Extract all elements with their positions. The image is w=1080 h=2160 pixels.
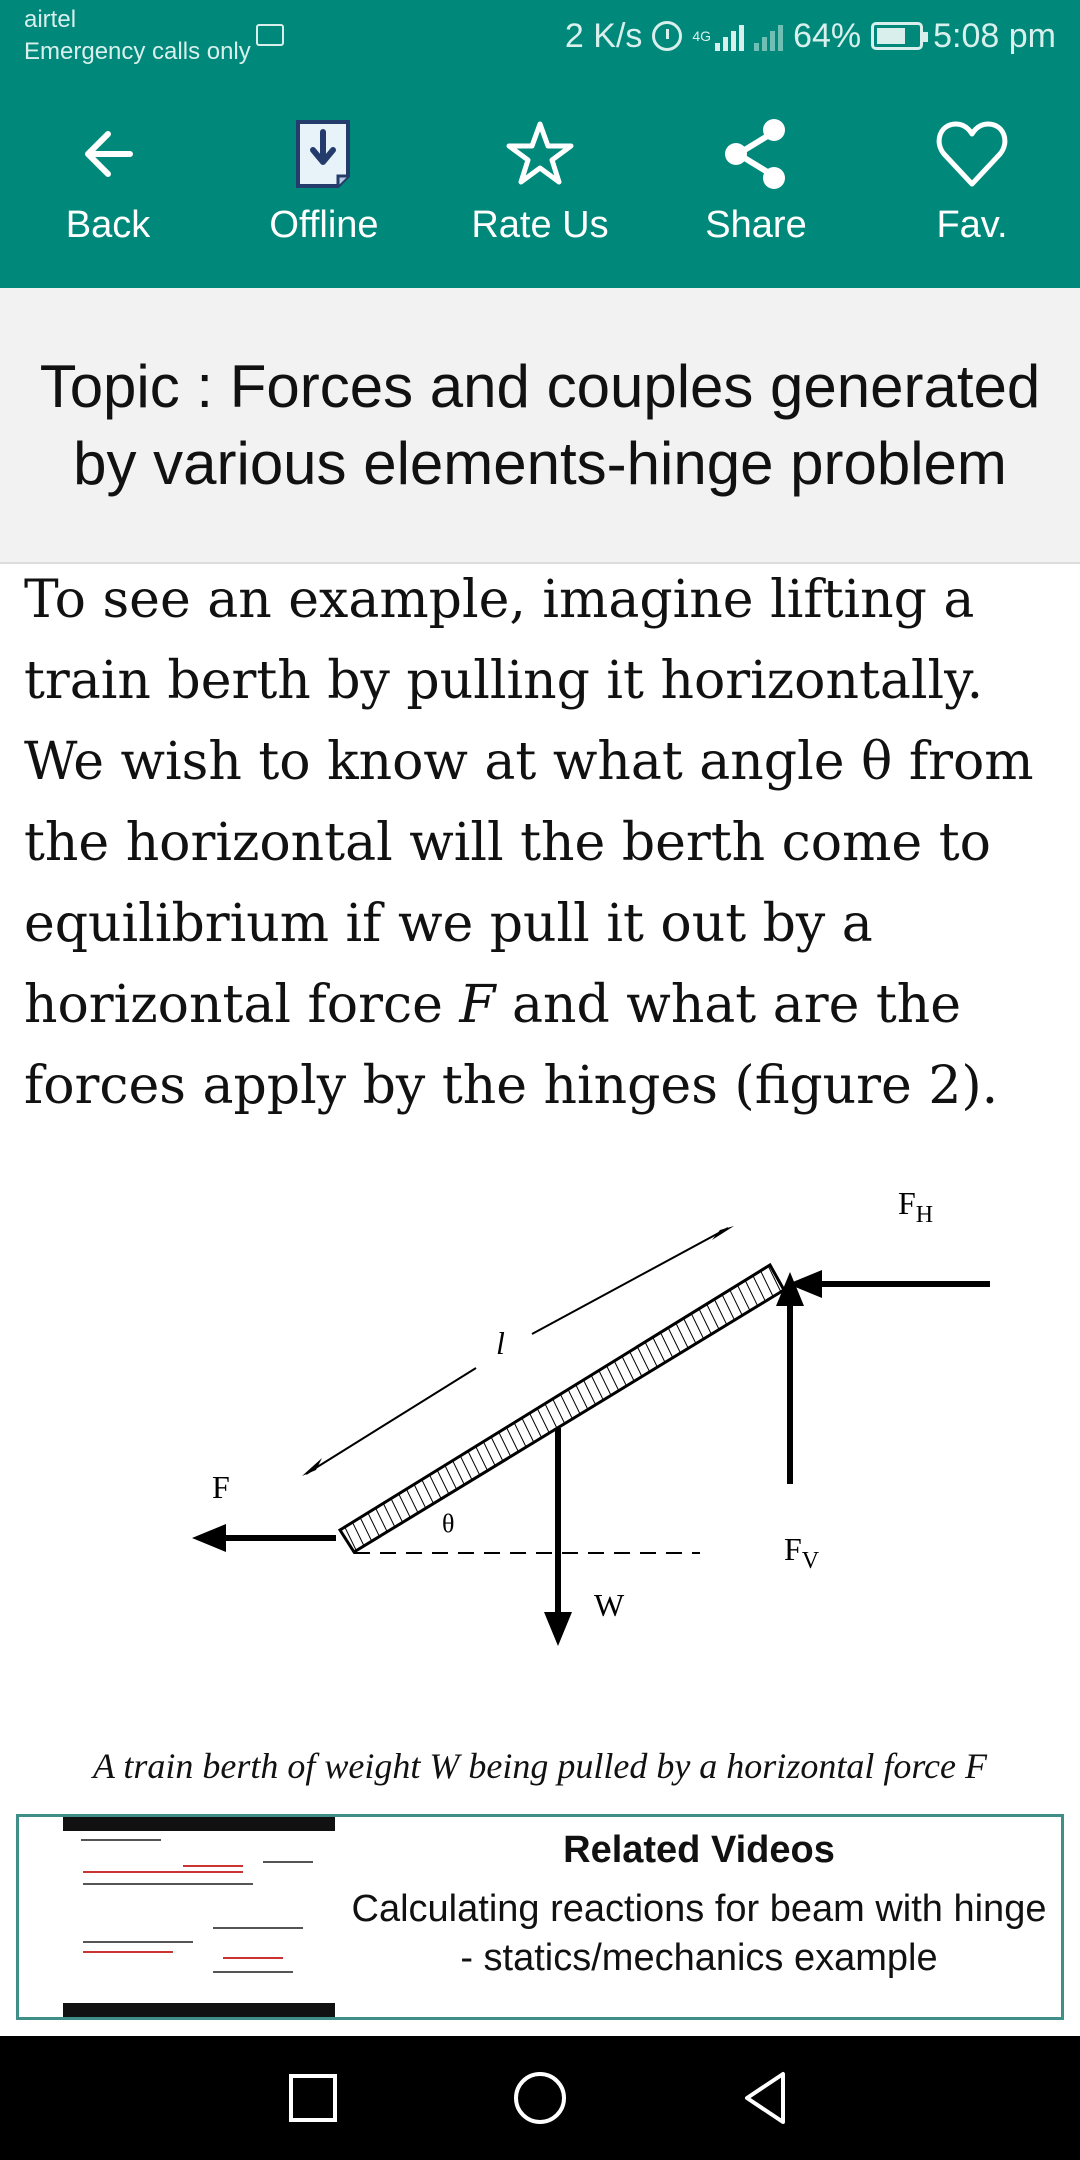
share-icon [716, 114, 796, 194]
related-videos-card[interactable] [16, 1814, 1064, 2020]
emergency-status: Emergency calls only [24, 38, 251, 65]
back-button[interactable] [0, 72, 216, 288]
label-fv: $F_V$ [784, 1531, 820, 1574]
recents-square-icon[interactable] [281, 2066, 345, 2130]
fav-label: Fav. [936, 204, 1008, 246]
carrier-name: airtel [24, 6, 77, 33]
related-video-title[interactable]: Calculating reactions for beam with hinge - statics/mechanics example [351, 1888, 1047, 1979]
article-paragraph [24, 560, 1064, 1127]
clock: 5:08 pm [933, 16, 1056, 55]
page-title: Topic : Forces and couples generated by various elements-hinge problem [39, 353, 1041, 497]
bottom-spacer [0, 2022, 1080, 2036]
fav-button[interactable] [864, 72, 1080, 288]
battery-icon [871, 22, 923, 50]
alarm-icon [652, 21, 682, 51]
label-theta: θ [442, 1509, 455, 1538]
signal-icon [715, 21, 744, 51]
related-videos-title: Related Videos [563, 1829, 835, 1871]
length-arrow-right [712, 1226, 734, 1240]
paragraph-text-1: To see an example, imagine lifting a train berth by pulling it horizontally. We wish to know at what angle θ from the horizontal will the berth come to equilibrium if we pull it out by a horizontal force [24, 570, 1034, 1035]
arrow-left-icon [68, 114, 148, 194]
offline-button[interactable] [216, 72, 432, 288]
video-thumbnail[interactable] [63, 1817, 335, 2017]
label-f: F [212, 1469, 230, 1505]
share-label: Share [705, 204, 807, 246]
rate-us-button[interactable] [432, 72, 648, 288]
rate-us-label: Rate Us [471, 204, 609, 246]
battery-percent: 64% [793, 16, 862, 55]
back-triangle-icon[interactable] [735, 2066, 799, 2130]
mail-icon [256, 24, 284, 46]
length-line-1 [306, 1368, 476, 1474]
topic-header [0, 288, 1080, 564]
berth-beam [340, 1265, 784, 1552]
toolbar [0, 72, 1080, 288]
status-icons [565, 14, 1056, 58]
figure-caption: A train berth of weight W being pulled by a horizontal force F [93, 1746, 987, 1786]
status-bar [0, 0, 1080, 72]
label-l: l [496, 1325, 505, 1361]
back-label: Back [65, 204, 151, 246]
signal-2-icon [754, 21, 783, 51]
network-speed: 2 K/s [564, 16, 643, 55]
label-fh: $F_H$ [898, 1185, 934, 1228]
offline-label: Offline [269, 204, 379, 246]
force-f-arrow [192, 1524, 226, 1552]
berth-force-diagram [0, 1150, 1080, 1670]
paragraph-text-2: and what are the forces apply by the hinges (figure 2). [24, 975, 999, 1116]
system-nav-bar [0, 2036, 1080, 2160]
heart-icon [932, 114, 1012, 194]
share-button[interactable] [648, 72, 864, 288]
home-circle-icon[interactable] [508, 2066, 572, 2130]
weight-arrow [544, 1612, 572, 1646]
label-w: W [594, 1587, 625, 1623]
star-icon [500, 114, 580, 194]
download-file-icon [284, 114, 364, 194]
paragraph-variable: F [459, 975, 496, 1035]
network-type: 4G [692, 28, 712, 44]
